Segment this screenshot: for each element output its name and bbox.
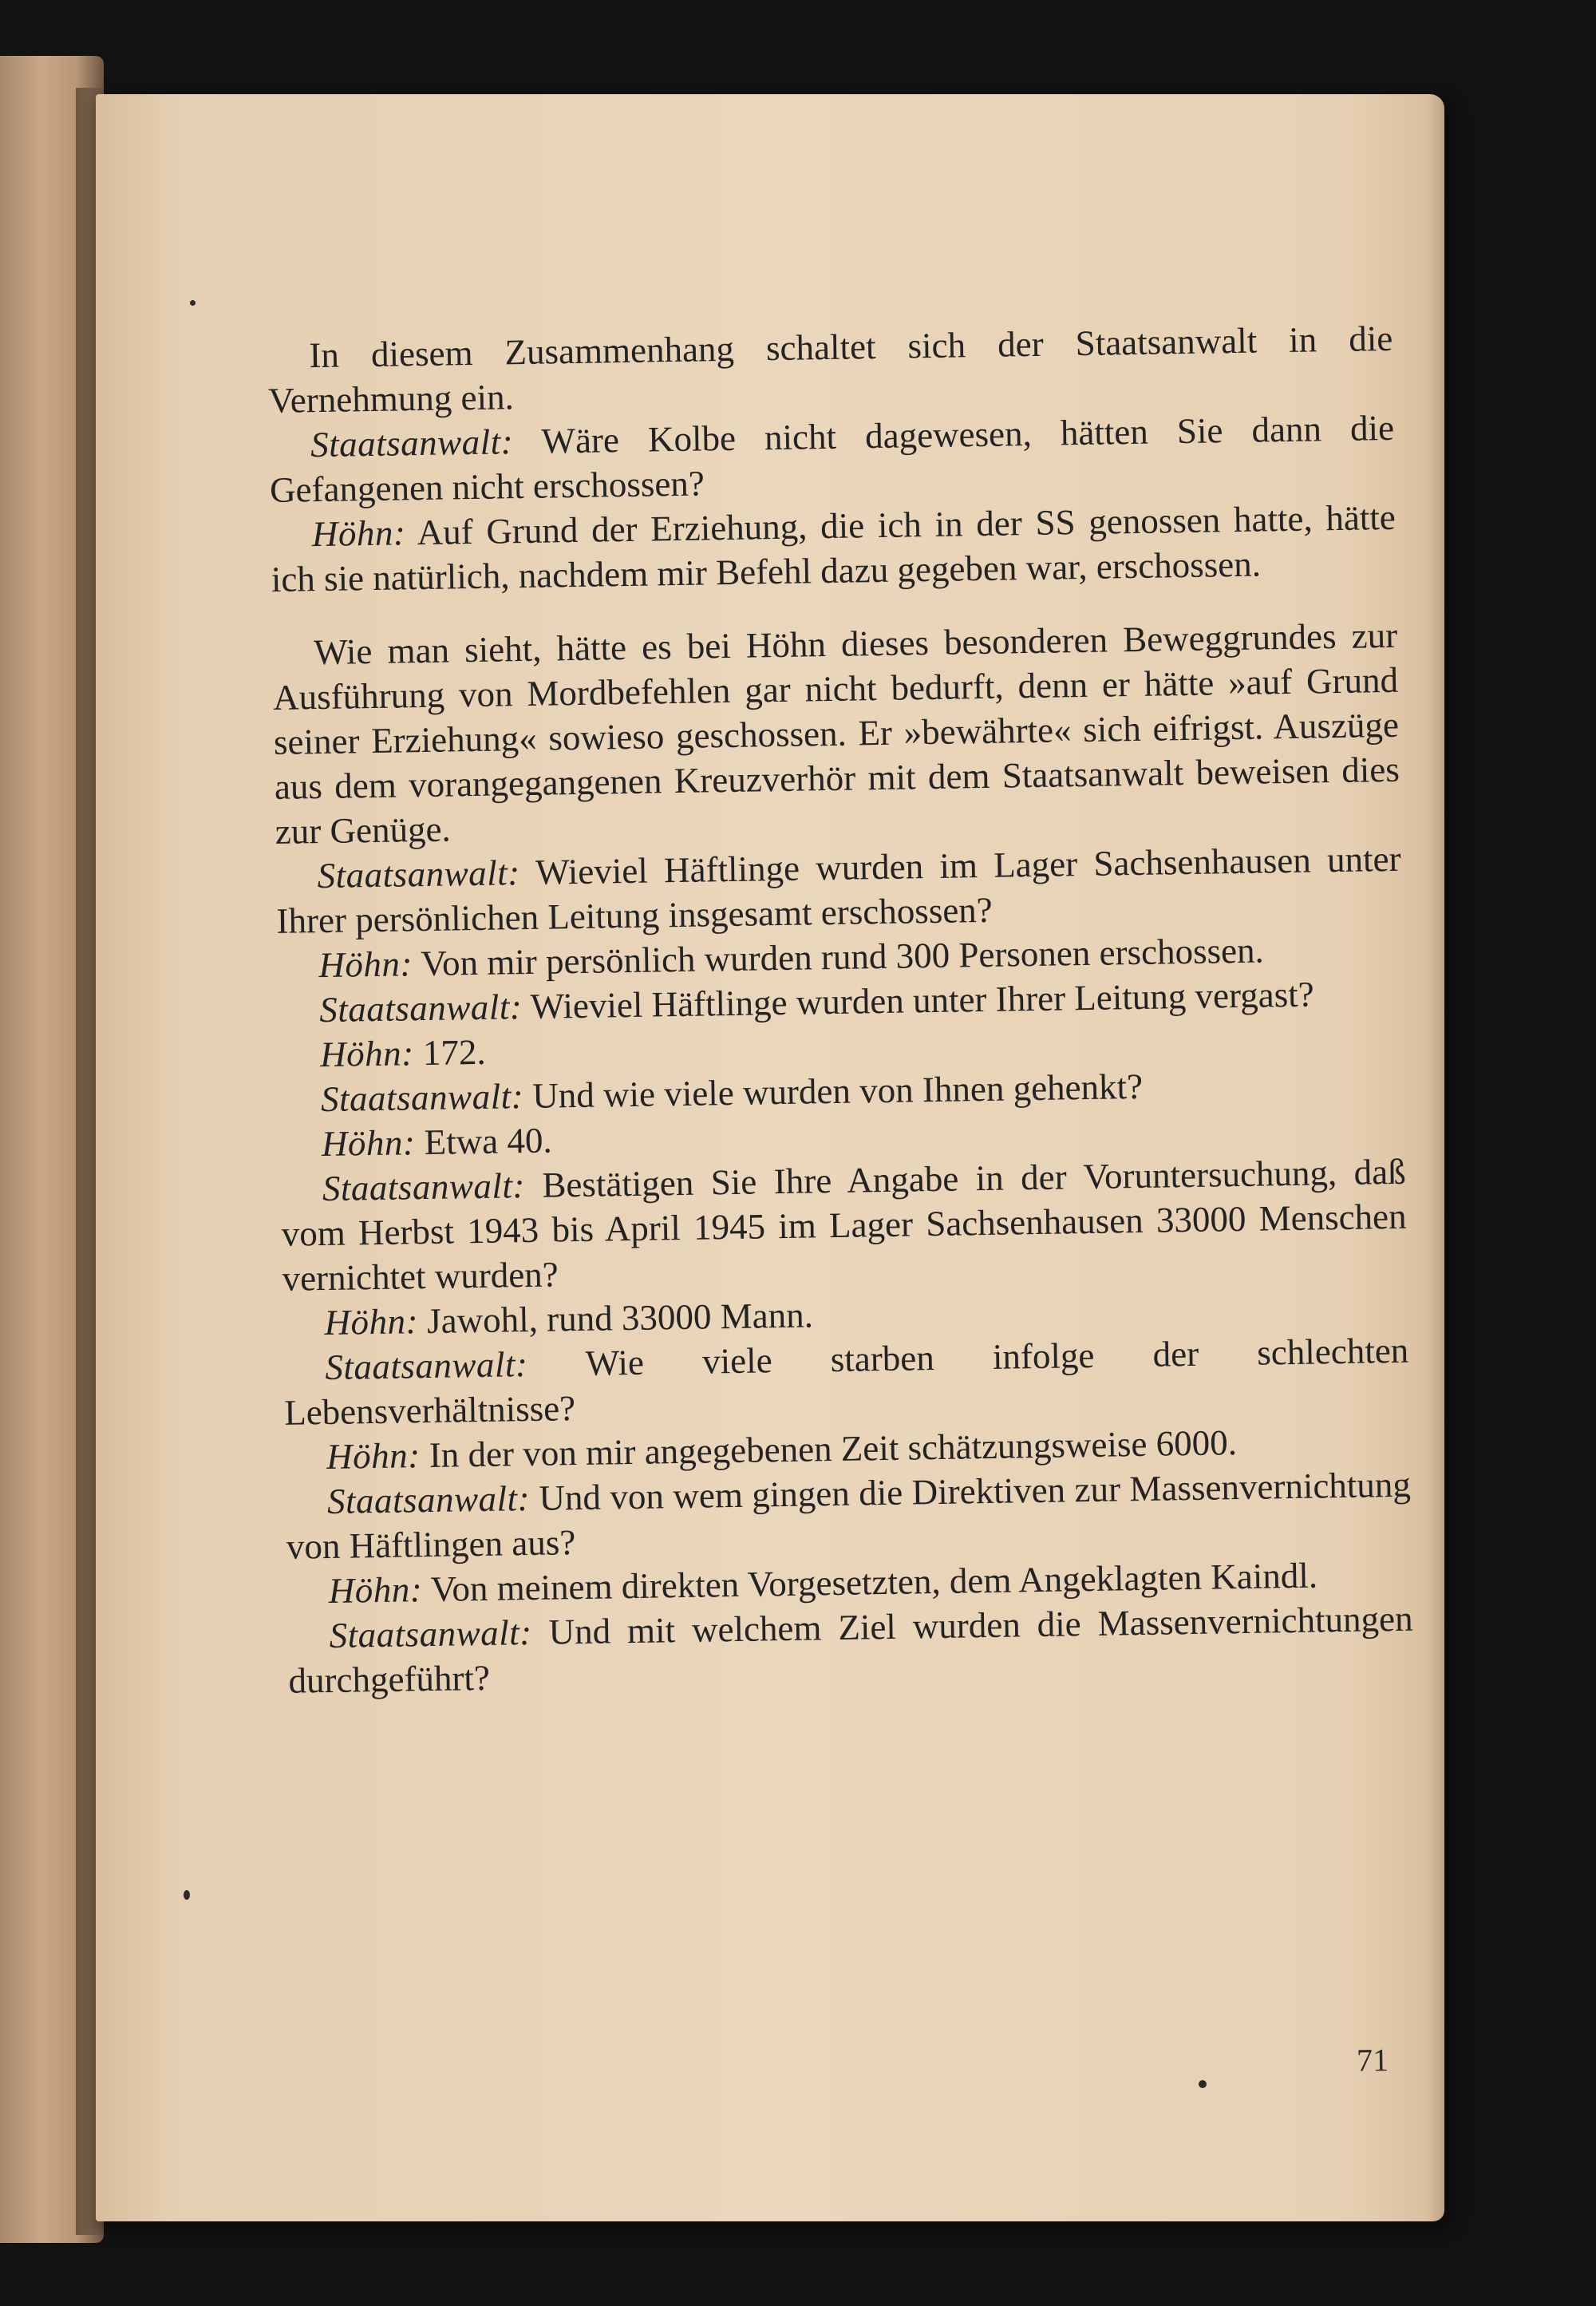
book-page xyxy=(96,94,1444,2221)
paper-speck xyxy=(184,1890,190,1900)
dialog-text: Wäre Kolbe nicht dagewesen, hätten Sie dann die Gefangenen nicht erschossen? xyxy=(269,407,1395,510)
dialog-line xyxy=(269,405,1396,512)
dialog-text: Auf Grund der Erziehung, die ich in der SS genossen hatte, hätte ich sie natürlich, nachdem mir Befehl dazu gegeben war, erschossen. xyxy=(271,496,1396,599)
dialog-text: Jawohl, rund 33000 Mann. xyxy=(426,1295,814,1342)
speaker-label: Staatsanwalt: xyxy=(317,852,521,896)
speaker-label: Höhn: xyxy=(319,1033,415,1075)
dialog-line xyxy=(283,1328,1410,1435)
dialog-text: Wie viele starben infolge der schlechten Lebensverhältnisse? xyxy=(283,1330,1409,1433)
speaker-label: Staatsanwalt: xyxy=(324,1344,528,1388)
dialog-text: In der von mir angegebenen Zeit schätzungsweise 6000. xyxy=(429,1422,1238,1475)
speaker-label: Höhn: xyxy=(328,1569,423,1611)
dialog-line xyxy=(287,1596,1414,1703)
dialog-line xyxy=(280,1149,1407,1301)
dialog-text: Bestätigen Sie Ihre Angabe in der Voruntersuchung, daß vom Herbst 1943 bis April 1945 im Lager Sachsenhausen 33000 Menschen vernichtet wurden? xyxy=(281,1151,1407,1299)
page-edge-shading xyxy=(1427,94,1444,2221)
speaker-label: Höhn: xyxy=(321,1122,416,1165)
speaker-label: Staatsanwalt: xyxy=(320,1076,524,1120)
speaker-label: Staatsanwalt: xyxy=(326,1478,531,1521)
commentary-paragraph: Wie man sieht, hätte es bei Höhn dieses besonderen Beweggrundes zur Ausführung von Mordbefehlen gar nicht bedurft, denn er hätte »auf Grund seiner Erziehung« sowieso geschossen. Er »bewährte« sich eifrigst. Auszüge aus dem vorangegangenen Kreuzverhör mit dem Staatsanwalt beweisen dies zur Genüge. xyxy=(272,615,1400,852)
dialog-text: 172. xyxy=(422,1031,487,1074)
dialog-line xyxy=(271,495,1397,602)
intro-paragraph: In diesem Zusammenhang schaltet sich der Staatsanwalt in die Vernehmung ein. xyxy=(267,318,1393,421)
speaker-label: Höhn: xyxy=(318,943,413,986)
paper-speck xyxy=(1199,2080,1207,2088)
dialog-line xyxy=(286,1462,1412,1569)
speaker-label: Höhn: xyxy=(324,1301,419,1343)
dialog-text: Und von wem gingen die Direktiven zur Massenvernichtung von Häftlingen aus? xyxy=(286,1464,1412,1567)
speaker-label: Höhn: xyxy=(326,1435,421,1477)
speaker-label: Staatsanwalt: xyxy=(329,1612,533,1655)
dialog-text: Von meinem direkten Vorgesetzten, dem Angeklagten Kaindl. xyxy=(430,1555,1318,1609)
dialog-text: Und mit welchem Ziel wurden die Massenvernichtungen durchgeführt? xyxy=(288,1598,1413,1701)
speaker-label: Höhn: xyxy=(311,512,406,555)
speaker-label: Staatsanwalt: xyxy=(322,1165,526,1209)
dialog-text: Wieviel Häftlinge wurden im Lager Sachsenhausen unter Ihrer persönlichen Leitung insgesamt erschossen? xyxy=(276,838,1401,941)
dialog-text: Von mir persönlich wurden rund 300 Personen erschossen. xyxy=(420,930,1265,984)
dialog-text: Wieviel Häftlinge wurden unter Ihrer Leitung vergast? xyxy=(530,974,1315,1026)
body-text xyxy=(267,316,1414,1703)
paper-speck xyxy=(190,300,196,306)
speaker-label: Staatsanwalt: xyxy=(318,987,523,1030)
dialog-text: Und wie viele wurden von Ihnen gehenkt? xyxy=(531,1066,1144,1116)
dialog-text: Etwa 40. xyxy=(424,1120,553,1163)
dialog-line xyxy=(275,837,1402,943)
speaker-label: Staatsanwalt: xyxy=(310,421,514,465)
page-number: 71 xyxy=(1356,2042,1389,2079)
